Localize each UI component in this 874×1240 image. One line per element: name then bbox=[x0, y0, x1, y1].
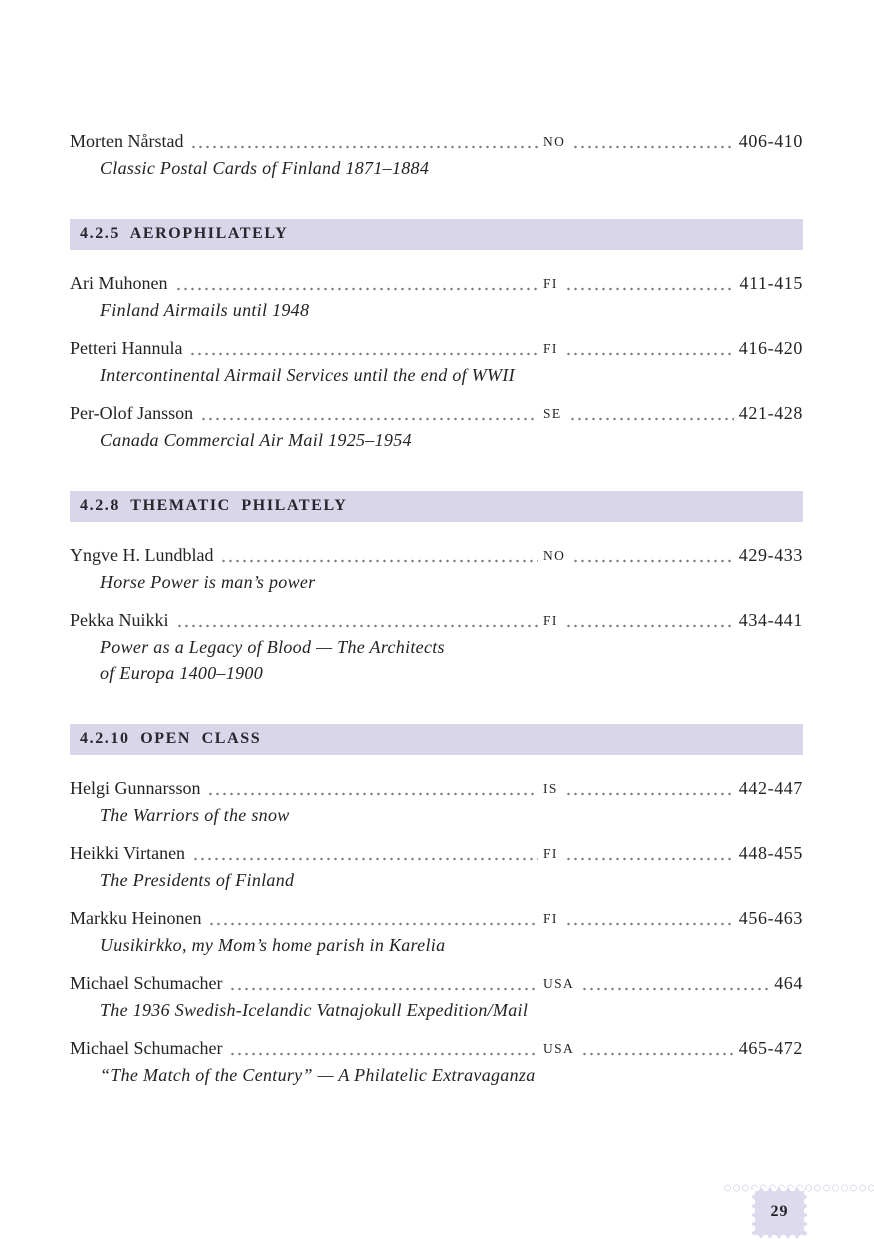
frame-numbers: 406-410 bbox=[738, 131, 803, 151]
frame-numbers: 434-441 bbox=[738, 610, 803, 630]
exhibit-entry bbox=[70, 840, 803, 893]
entry-line bbox=[70, 128, 803, 155]
exhibit-entry bbox=[70, 607, 803, 686]
leader-dots bbox=[207, 775, 538, 802]
exhibit-title: Horse Power is man’s power bbox=[100, 572, 316, 592]
name-cell bbox=[70, 128, 543, 155]
exhibit-title: Canada Commercial Air Mail 1925–1954 bbox=[100, 430, 412, 450]
exhibit-title-line: Power as a Legacy of Blood — The Architects bbox=[100, 637, 445, 657]
exhibit-title: The 1936 Swedish-Icelandic Vatnajokull Expedition/Mail bbox=[100, 1000, 529, 1020]
country-code: FI bbox=[543, 341, 558, 356]
section-header-thematic-philately: 4.2.8 THEMATIC PHILATELY bbox=[70, 491, 803, 522]
page-number: 29 bbox=[770, 1203, 789, 1220]
frame-numbers: 448-455 bbox=[738, 843, 803, 863]
exhibit-entry bbox=[70, 775, 803, 828]
leader-dots bbox=[190, 128, 538, 155]
leader-dots bbox=[565, 905, 734, 932]
exhibit-entry bbox=[70, 400, 803, 453]
entry-line bbox=[70, 270, 803, 297]
frame-numbers: 411-415 bbox=[739, 273, 803, 293]
exhibit-title: The Presidents of Finland bbox=[100, 870, 295, 890]
entry-line bbox=[70, 400, 803, 427]
exhibit-title: Finland Airmails until 1948 bbox=[100, 300, 310, 320]
name-cell bbox=[70, 775, 543, 802]
leader-dots bbox=[572, 128, 733, 155]
leader-dots bbox=[572, 542, 733, 569]
leader-dots bbox=[208, 905, 538, 932]
leader-dots bbox=[565, 607, 734, 634]
exhibitor-name: Morten Nårstad bbox=[70, 131, 184, 151]
exhibit-title: The Warriors of the snow bbox=[100, 805, 290, 825]
exhibit-title: “The Match of the Century” — A Philatelic Extravaganza bbox=[100, 1065, 536, 1085]
frame-numbers: 442-447 bbox=[738, 778, 803, 798]
exhibit-title: Intercontinental Airmail Services until the end of WWII bbox=[100, 365, 515, 385]
exhibit-title bbox=[70, 634, 803, 686]
leader-dots bbox=[192, 840, 538, 867]
leader-dots bbox=[565, 775, 734, 802]
country-code: SE bbox=[543, 406, 562, 421]
exhibitor-name: Heikki Virtanen bbox=[70, 843, 186, 863]
entry-line bbox=[70, 905, 803, 932]
country-code: NO bbox=[543, 134, 566, 149]
exhibitor-name: Helgi Gunnarsson bbox=[70, 778, 201, 798]
name-cell bbox=[70, 542, 543, 569]
exhibit-entry bbox=[70, 270, 803, 323]
exhibit-entry bbox=[70, 128, 803, 181]
exhibit-entry bbox=[70, 905, 803, 958]
leader-dots bbox=[220, 542, 538, 569]
entry-line bbox=[70, 840, 803, 867]
entry-line bbox=[70, 1035, 803, 1062]
name-cell bbox=[70, 970, 543, 997]
name-cell bbox=[70, 270, 543, 297]
exhibitor-name: Markku Heinonen bbox=[70, 908, 202, 928]
exhibitor-name: Petteri Hannula bbox=[70, 338, 183, 358]
leader-dots bbox=[569, 400, 734, 427]
exhibitor-name: Ari Muhonen bbox=[70, 273, 168, 293]
exhibit-title-line: of Europa 1400–1900 bbox=[100, 663, 264, 683]
entry-line bbox=[70, 775, 803, 802]
entry-line bbox=[70, 607, 803, 634]
exhibit-entry bbox=[70, 542, 803, 595]
leader-dots bbox=[229, 1035, 538, 1062]
country-code: IS bbox=[543, 781, 558, 796]
entry-line bbox=[70, 335, 803, 362]
frame-numbers: 421-428 bbox=[738, 403, 803, 423]
entry-line bbox=[70, 542, 803, 569]
leader-dots bbox=[200, 400, 538, 427]
exhibit-entry bbox=[70, 1035, 803, 1088]
exhibitor-name: Michael Schumacher bbox=[70, 973, 223, 993]
exhibit-title: Classic Postal Cards of Finland 1871–1884 bbox=[100, 158, 430, 178]
frame-numbers: 456-463 bbox=[738, 908, 803, 928]
leader-dots bbox=[565, 840, 734, 867]
frame-numbers: 465-472 bbox=[738, 1038, 803, 1058]
exhibitor-name: Pekka Nuikki bbox=[70, 610, 169, 630]
frame-numbers: 429-433 bbox=[738, 545, 803, 565]
exhibitor-name: Per-Olof Jansson bbox=[70, 403, 194, 423]
page-number-stamp bbox=[752, 1188, 807, 1238]
country-code: FI bbox=[543, 911, 558, 926]
name-cell bbox=[70, 335, 543, 362]
exhibit-entry bbox=[70, 970, 803, 1023]
leader-dots bbox=[565, 270, 735, 297]
exhibit-entry bbox=[70, 335, 803, 388]
leader-dots bbox=[176, 607, 539, 634]
leader-dots bbox=[189, 335, 538, 362]
exhibit-title: Uusikirkko, my Mom’s home parish in Karelia bbox=[100, 935, 446, 955]
name-cell bbox=[70, 607, 543, 634]
leader-dots bbox=[229, 970, 538, 997]
leader-dots bbox=[175, 270, 539, 297]
country-code: USA bbox=[543, 976, 575, 991]
name-cell bbox=[70, 1035, 543, 1062]
name-cell bbox=[70, 905, 543, 932]
name-cell bbox=[70, 400, 543, 427]
name-cell bbox=[70, 840, 543, 867]
frame-numbers: 464 bbox=[774, 973, 803, 993]
section-header-open-class: 4.2.10 OPEN CLASS bbox=[70, 724, 803, 755]
country-code: FI bbox=[543, 276, 558, 291]
leader-dots bbox=[565, 335, 734, 362]
frame-numbers: 416-420 bbox=[738, 338, 803, 358]
section-header-aerophilately: 4.2.5 AEROPHILATELY bbox=[70, 219, 803, 250]
exhibitor-name: Yngve H. Lundblad bbox=[70, 545, 214, 565]
leader-dots bbox=[581, 1035, 734, 1062]
country-code: FI bbox=[543, 613, 558, 628]
leader-dots bbox=[581, 970, 769, 997]
exhibitor-name: Michael Schumacher bbox=[70, 1038, 223, 1058]
country-code: NO bbox=[543, 548, 566, 563]
entry-line bbox=[70, 970, 803, 997]
country-code: USA bbox=[543, 1041, 575, 1056]
country-code: FI bbox=[543, 846, 558, 861]
